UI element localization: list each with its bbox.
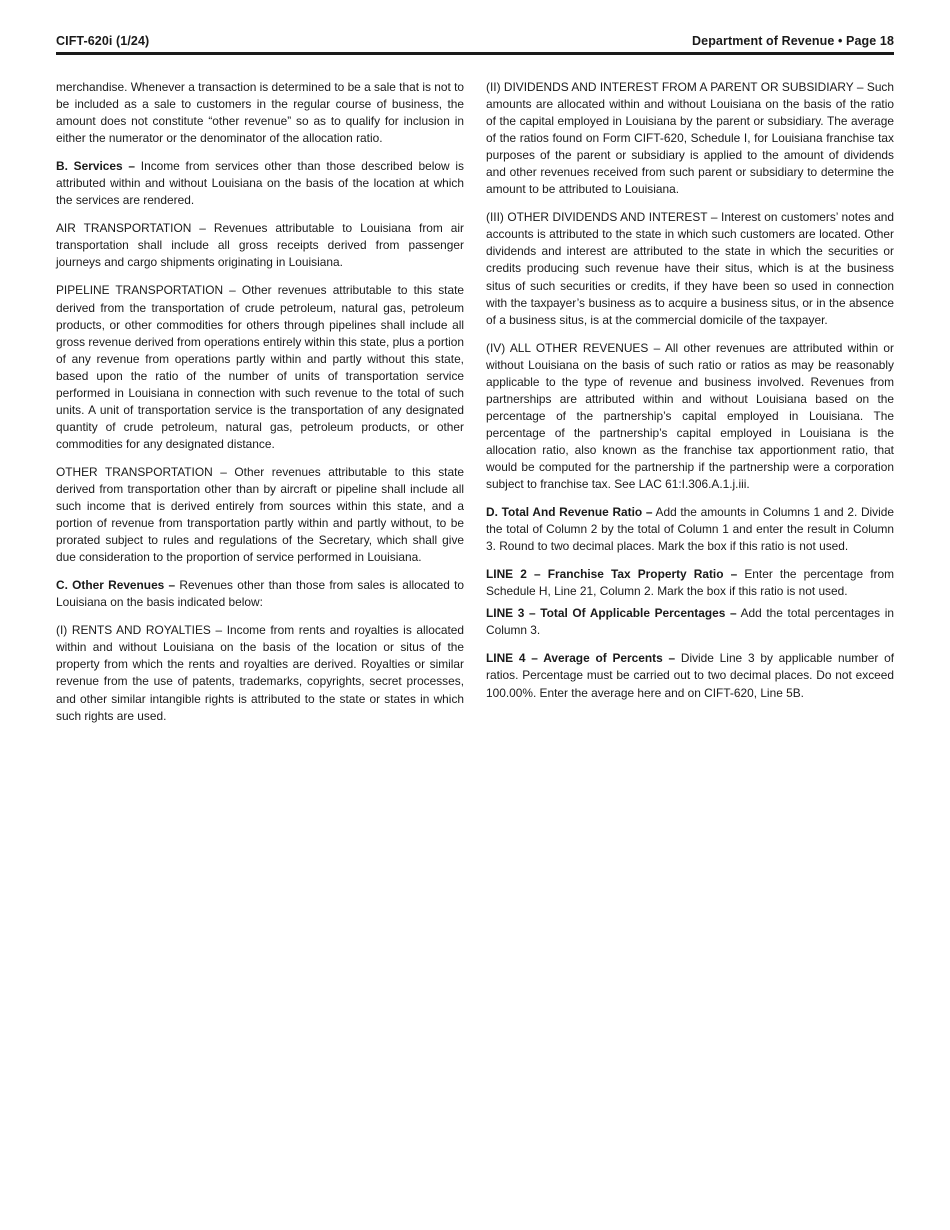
line4-text: Divide Line 3 by applicable number of ratios. Percentage must be carried out to two decimal places. Do not exceed 100.00%. Enter the average here and on CIFT-620, Line 5B.: [486, 651, 895, 700]
total-revenue-ratio-text: Add the amounts in Columns 1 and 2. Divide the total of Column 2 by the total of Column 1 and enter the result in Column 3. Round to two decimal places. Mark the box if this ratio is not used.: [486, 505, 894, 554]
services-paragraph: [56, 158, 464, 209]
other-transportation-paragraph: OTHER TRANSPORTATION – Other revenues attributable to this state derived from transportation other than by aircraft or pipeline shall include all such income that is derived entirely from sources within this state, and a portion of revenue from transportation partly within and partly without, to be prorated subject to rules and regulations of the Secretary, which shall give due consideration to the proportion of service performed in Louisiana.: [56, 464, 464, 565]
services-text: Income from services other than those described below is attributed within and without Louisiana on the basis of the location at which the services are rendered.: [56, 159, 464, 208]
pipeline-transportation-paragraph: PIPELINE TRANSPORTATION – Other revenues attributable to this state derived from the transportation of crude petroleum, natural gas, petroleum products, or other commodities for others through pipelines shall include all gross revenue derived from operations entirely within this state, plus a portion of any revenue from operations partly within and partly without this state, based upon the ratio of the number of units of transportation service performed in Louisiana in connection with such revenue to the total of such units. A unit of transportation service is the transportation of any designated quantity of crude petroleum, natural gas, petroleum products, or other commodities for any designated distance.: [56, 283, 464, 451]
services-heading: B. Services –: [56, 159, 135, 174]
header-rule: [56, 52, 894, 55]
air-transportation-paragraph: AIR TRANSPORTATION – Revenues attributable to Louisiana from air transportation shall include all gross receipts derived from passenger journeys and cargo shipments originating in Louisiana.: [56, 221, 464, 270]
line2-heading: LINE 2 – Franchise Tax Property Ratio –: [486, 567, 738, 582]
form-id: CIFT-620i (1/24): [56, 34, 150, 48]
left-column: [56, 79, 464, 736]
line2-paragraph: [486, 566, 894, 600]
total-revenue-ratio-paragraph: [486, 504, 894, 555]
page-header: [56, 34, 894, 54]
right-column: [486, 79, 894, 713]
other-revenues-heading: C. Other Revenues –: [56, 578, 176, 593]
line3-heading: LINE 3 – Total Of Applicable Percentages –: [486, 606, 737, 621]
line2-text: Enter the percentage from Schedule H, Line 21, Column 2. Mark the box if this ratio is not used.: [486, 567, 895, 599]
line3-text: Add the total percentages in Column 3.: [486, 606, 894, 638]
other-revenues-text: Revenues other than those from sales is allocated to Louisiana on the basis indicated below:: [56, 578, 464, 610]
line4-paragraph: [486, 650, 894, 701]
other-dividends-paragraph: (III) OTHER DIVIDENDS AND INTEREST – Interest on customers’ notes and accounts is attributed to the state in which such customers are located. Other dividends and interest are attributed to the state in which the securities or credits producing such revenue have their situs, which is at the business situs of such securities or credits, if they have been so used in connection with the taxpayer’s business as to acquire a business situs, or in the absence of a business situs, is at the commercial domicile of the taxpayer.: [486, 210, 894, 327]
dividends-parent-paragraph: (II) DIVIDENDS AND INTEREST FROM A PARENT OR SUBSIDIARY – Such amounts are allocated within and without Louisiana on the basis of the ratio of the capital employed in Louisiana by the parent or subsidiary. The average of the ratios found on Form CIFT-620, Schedule I, for Louisiana franchise tax purposes of the parent or subsidiary is applied to the amount of dividends and other revenues received from such parent or subsidiary to determine the amount to be attributed to Louisiana.: [486, 80, 894, 197]
line4-heading: LINE 4 – Average of Percents –: [486, 651, 676, 666]
other-revenues-paragraph: [56, 577, 464, 611]
total-revenue-ratio-heading: D. Total And Revenue Ratio –: [486, 505, 653, 520]
page-label: Department of Revenue • Page 18: [692, 34, 894, 48]
all-other-revenues-paragraph: (IV) ALL OTHER REVENUES – All other revenues are attributed within or without Louisiana on the basis of such ratio or ratios as may be reasonably applicable to the type of revenue and business involved. Revenues from partnerships are attributed within and without Louisiana based on the percentage of the partnership’s capital employed in Louisiana. The percentage of the partnership’s capital employed in Louisiana is the allocation ratio, also known as the franchise tax apportionment ratio, that would be computed for the partnership if the partnership were a corporation subject to franchise tax. See LAC 61:I.306.A.1.j.iii.: [486, 340, 894, 492]
rents-royalties-paragraph: (I) RENTS AND ROYALTIES – Income from rents and royalties is allocated within and without Louisiana on the basis of the location or situs of the property from which the rents and royalties are derived. Royalties or similar revenue from the use of patents, trademarks, copyrights, secret processes, and other similar intangible rights is attributed to the state or states in which such rights are used.: [56, 623, 464, 723]
merchandise-paragraph: merchandise. Whenever a transaction is determined to be a sale that is not to be included as a sale to customers in the regular course of business, the amount does not constitute “other revenue” so as to qualify for inclusion in either the numerator or the denominator of the allocation ratio.: [56, 80, 464, 146]
line3-paragraph: [486, 605, 894, 639]
